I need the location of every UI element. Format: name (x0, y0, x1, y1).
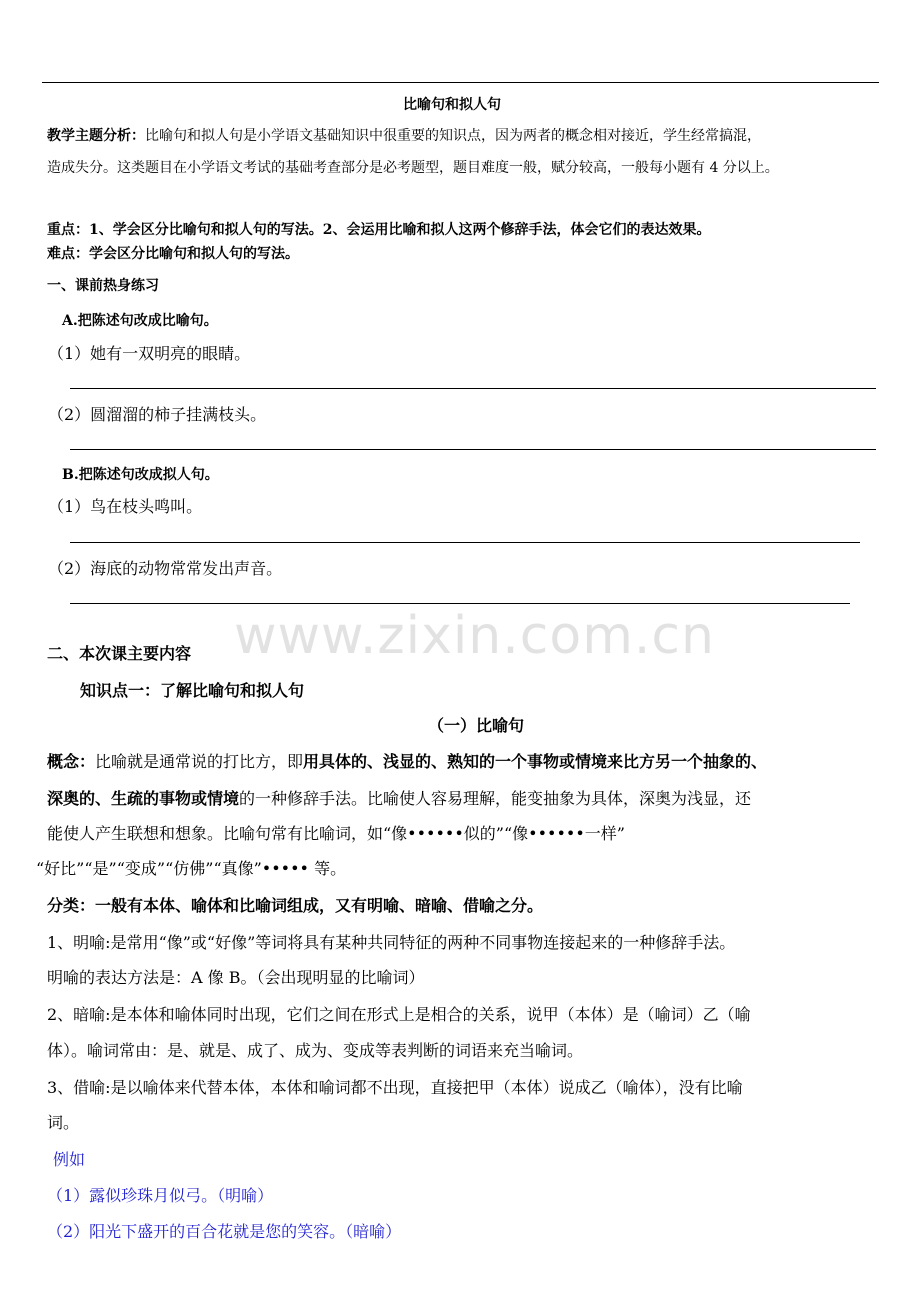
analysis-line-2: 造成失分。这类题目在小学语文考试的基础考查部分是必考题型，题目难度一般，赋分较高，一般每小题有 4 分以上。 (47, 160, 779, 176)
example-2: （2）阳光下盛开的百合花就是您的笑容。（暗喻） (47, 1222, 402, 1241)
key-points: 重点：1、学会区分比喻句和拟人句的写法。2、会运用比喻和拟人这两个修辞手法，体会它们的表达效果。 (47, 222, 711, 238)
example-1: （1）露似珍珠月似弓。（明喻） (47, 1186, 274, 1205)
analysis-line-1 (47, 125, 761, 145)
example-label: 例如 (53, 1150, 86, 1169)
difficulty: 难点：学会区分比喻句和拟人句的写法。 (47, 246, 299, 262)
metonymy-line-2: 词。 (47, 1113, 80, 1132)
watermark: www.zixin.com.cn (234, 606, 715, 666)
simile-line-1: 1、明喻:是常用“像”或“好像”等词将具有某种共同特征的两种不同事物连接起来的一种修辞手法。 (47, 933, 736, 952)
knowledge-point-heading: 知识点一：了解比喻句和拟人句 (80, 681, 305, 700)
simile-line-2: 明喻的表达方法是：A 像 B。（会出现明显的比喻词） (47, 968, 425, 987)
concept-text-1a: 比喻就是通常说的打比方，即 (95, 752, 304, 771)
concept-text-2b: 的一种修辞手法。比喻使人容易理解，能变抽象为具体，深奥为浅显，还 (239, 789, 752, 808)
section-1-heading: 一、课前热身练习 (47, 278, 159, 294)
exercise-b2: （2）海底的动物常常发出声音。 (48, 559, 283, 578)
answer-line-b2 (70, 603, 850, 604)
analysis-text-1: 比喻句和拟人句是小学语文基础知识中很重要的知识点，因为两者的概念相对接近，学生经常搞混， (145, 128, 761, 144)
section-2-heading: 二、本次课主要内容 (47, 644, 192, 663)
metaphor-line-2: 体）。喻词常由：是、就是、成了、成为、变成等表判断的词语来充当喻词。 (47, 1041, 584, 1060)
metaphor-line-1: 2、暗喻:是本体和喻体同时出现，它们之间在形式上是相合的关系，说甲（本体）是（喻词）乙（喻 (47, 1005, 751, 1024)
part-b-heading: B.把陈述句改成拟人句。 (62, 467, 219, 483)
document-title: 比喻句和拟人句 (403, 97, 501, 113)
header-rule (42, 82, 879, 83)
concept-label: 概念： (47, 752, 96, 771)
concept-line-2 (47, 786, 751, 809)
metonymy-line-1: 3、借喻:是以喻体来代替本体，本体和喻词都不出现，直接把甲（本体）说成乙（喻体），没有比喻 (47, 1078, 743, 1097)
exercise-a2: （2）圆溜溜的柿子挂满枝头。 (48, 405, 267, 424)
answer-line-a2 (70, 449, 876, 450)
answer-line-a1 (70, 388, 876, 389)
classification: 分类：一般有本体、喻体和比喻词组成，又有明喻、暗喻、借喻之分。 (47, 896, 544, 915)
concept-line-4: “好比”“是”“变成”“仿佛”“真像”••••• 等。 (36, 859, 347, 878)
exercise-a1: （1）她有一双明亮的眼睛。 (48, 344, 251, 363)
concept-line-1 (47, 749, 767, 772)
analysis-label: 教学主题分析： (47, 128, 145, 144)
part-a-heading: A.把陈述句改成比喻句。 (62, 313, 218, 329)
concept-line-3: 能使人产生联想和想象。比喻句常有比喻词，如“像••••••似的”“像••••••一样” (47, 824, 625, 843)
answer-line-b1 (70, 542, 860, 543)
concept-text-2a: 深奥的、生疏的事物或情境 (47, 789, 240, 808)
subsection-heading: （一）比喻句 (428, 716, 525, 735)
exercise-b1: （1）鸟在枝头鸣叫。 (48, 497, 203, 516)
concept-text-1b: 用具体的、浅显的、熟知的一个事物或情境来比方另一个抽象的、 (303, 752, 768, 771)
